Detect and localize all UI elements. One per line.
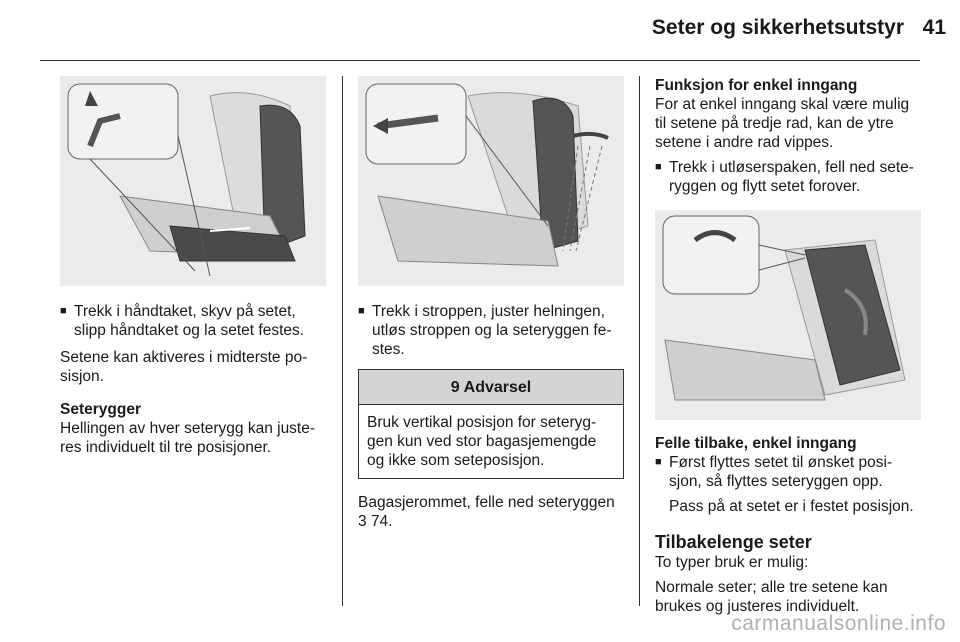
column-1 bbox=[60, 76, 326, 457]
cross-reference-paragraph bbox=[358, 493, 624, 531]
instruction-fold-back: Først flyttes setet til ønsket posi-sjon, så flyttes seteryggen opp. bbox=[669, 454, 893, 490]
warning-text: Bruk vertikal posisjon for seteryg-gen kun ved stor bagasjemengde og ikke som seteposisjon. bbox=[367, 414, 597, 469]
page-header-title: Seter og sikkerhetsutstyr bbox=[651, 16, 904, 39]
warning-box bbox=[358, 369, 624, 479]
warning-icon: 9 bbox=[450, 378, 460, 396]
instruction-adjust-backrest: Trekk i stroppen, juster helningen, utløs stroppen og la seteryggen fe-stes. bbox=[372, 303, 612, 358]
easy-entry-description: For at enkel inngang skal være mulig til setene på tredje rad, kan de ytre setene i andre rad vippes. bbox=[655, 96, 910, 151]
bullet-marker: ■ bbox=[358, 305, 365, 317]
easy-entry-illustration bbox=[655, 210, 921, 420]
bullet-marker: ■ bbox=[60, 305, 67, 317]
section-heading-easy-entry: Funksjon for enkel inngang bbox=[655, 77, 858, 94]
section-heading-fold-back: Felle tilbake, enkel inngang bbox=[655, 435, 857, 452]
backrest-description: Hellingen av hver seterygg kan juste-res individuelt til tre posisjoner. bbox=[60, 420, 316, 456]
warning-title: Advarsel bbox=[463, 378, 532, 396]
seat-slide-illustration bbox=[60, 76, 326, 286]
instruction-easy-entry: Trekk i utløserspaken, fell ned sete-ryggen og flytt setet forover. bbox=[669, 159, 914, 195]
seat-activation-note: Setene kan aktiveres i midterste po-sisjon. bbox=[60, 349, 308, 385]
page-reference-icon: 3 bbox=[358, 513, 367, 530]
bullet-marker: ■ bbox=[655, 161, 662, 173]
section-heading-reclining-seats: Tilbakelenge seter bbox=[655, 532, 812, 552]
instruction-adjust-seat: Trekk i håndtaket, skyv på setet, slipp håndtaket og la setet festes. bbox=[74, 303, 305, 339]
warning-header bbox=[359, 370, 623, 405]
column-divider-2 bbox=[639, 76, 640, 606]
column-2 bbox=[358, 76, 624, 531]
locked-position-note: Pass på at setet er i festet posisjon. bbox=[669, 498, 914, 515]
cross-reference-link[interactable]: 74. bbox=[370, 513, 393, 530]
usage-types-intro: To typer bruk er mulig: bbox=[655, 554, 809, 571]
normal-seats-description: Normale seter; alle tre setene kan brukes og justeres individuelt. bbox=[655, 579, 888, 615]
watermark: carmanualsonline.info bbox=[731, 612, 946, 635]
bullet-marker: ■ bbox=[655, 456, 662, 468]
column-3 bbox=[655, 76, 921, 616]
backrest-tilt-illustration bbox=[358, 76, 624, 286]
page-number: 41 bbox=[922, 16, 946, 39]
header-rule bbox=[40, 60, 920, 61]
section-heading-backrests: Seterygger bbox=[60, 401, 141, 418]
column-divider-1 bbox=[342, 76, 343, 606]
cross-reference-text: Bagasjerommet, felle ned seteryggen bbox=[358, 494, 615, 511]
